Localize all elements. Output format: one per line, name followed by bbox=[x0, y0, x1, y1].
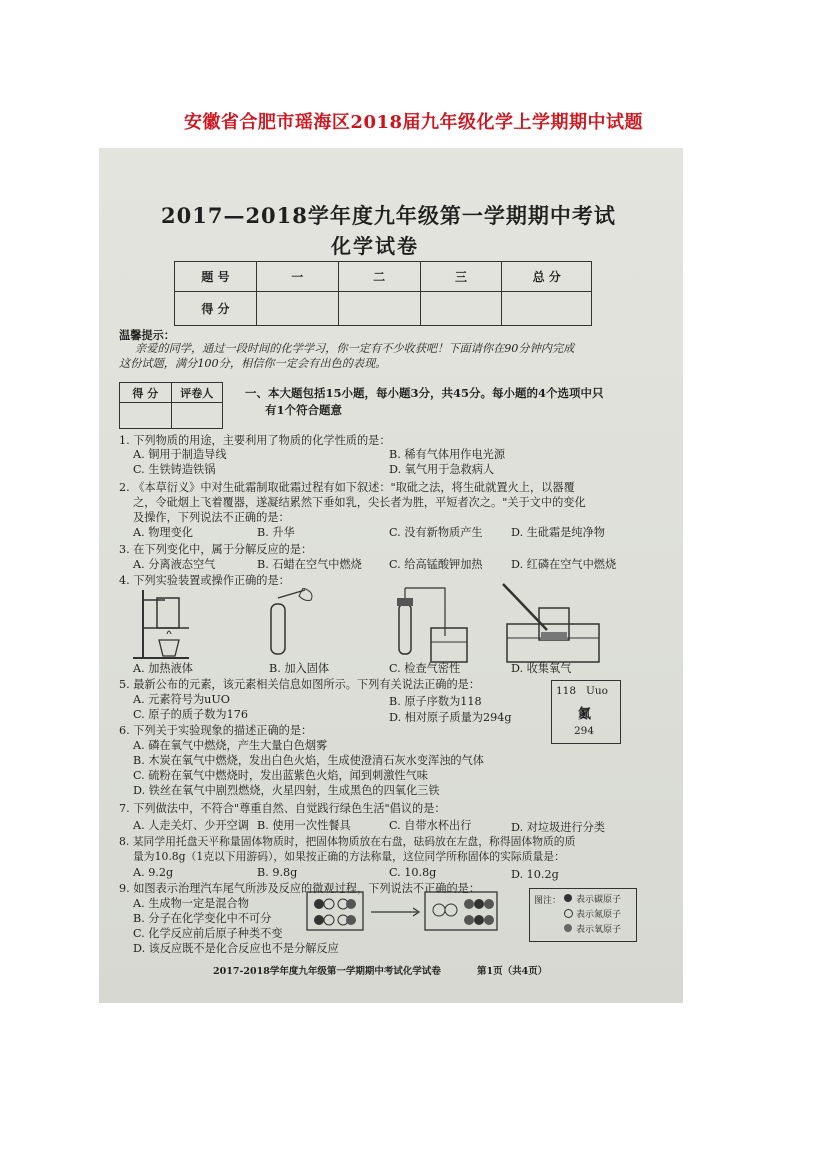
page-number: 第1页（共4页） bbox=[477, 966, 548, 977]
q7-stem: 7. 下列做法中，不符合"尊重自然、自觉践行绿色生活"倡议的是： bbox=[119, 802, 446, 815]
q9-option-a: A. 生成物一定是混合物 bbox=[133, 897, 249, 910]
q7-option-c: C. 自带水杯出行 bbox=[389, 819, 472, 832]
element-symbol: Uuo bbox=[586, 685, 608, 697]
score-cell-total bbox=[502, 292, 592, 326]
q2-option-c: C. 没有新物质产生 bbox=[389, 526, 483, 539]
q5-option-c: C. 原子的质子数为176 bbox=[133, 708, 248, 721]
heating-liquid-apparatus bbox=[129, 588, 219, 663]
score-table bbox=[174, 261, 592, 326]
q2-option-d: D. 生砒霜是纯净物 bbox=[511, 526, 605, 539]
q9-option-c: C. 化学反应前后原子种类不变 bbox=[133, 927, 283, 940]
q7-option-d: D. 对垃圾进行分类 bbox=[511, 821, 605, 834]
adding-solid-apparatus bbox=[259, 588, 329, 663]
q4-option-a: A. 加热液体 bbox=[133, 662, 193, 675]
q5-option-b: B. 原子序数为118 bbox=[389, 695, 482, 708]
q8-option-d: D. 10.2g bbox=[511, 868, 559, 881]
document-title: 安徽省合肥市瑶海区2018届九年级化学上学期期中试题 bbox=[183, 112, 644, 133]
q2-stem-line-2: 之，令砒烟上飞着覆器，遂凝结累然下垂如乳，尖长者为胜，平短者次之。"关于文中的变化 bbox=[133, 496, 586, 509]
nitrogen-atom-icon bbox=[564, 909, 573, 918]
q8-stem-line-2: 量为10.8g（1克以下用游码），如果按正确的方法称量，这位同学所称固体的实际质量是： bbox=[133, 850, 565, 863]
q1-option-b: B. 稀有气体用作电光源 bbox=[389, 448, 506, 461]
legend-title: 图注： bbox=[534, 896, 562, 906]
q9-stem: 9. 如图表示治理汽车尾气所涉及反应的微观过程，下列说法不正确的是： bbox=[119, 882, 481, 895]
score-cell-2 bbox=[338, 292, 420, 326]
q2-option-b: B. 升华 bbox=[257, 526, 295, 539]
legend-box bbox=[529, 888, 637, 942]
tips-label: 温馨提示： bbox=[119, 328, 175, 342]
q4-option-b: B. 加入固体 bbox=[269, 662, 330, 675]
oxygen-atom-icon bbox=[564, 924, 572, 932]
grader-score-label: 得 分 bbox=[120, 383, 172, 403]
score-cell-3 bbox=[420, 292, 502, 326]
airtightness-check-apparatus bbox=[379, 584, 489, 666]
carbon-atom-icon bbox=[564, 894, 572, 902]
q3-option-b: B. 石蜡在空气中燃烧 bbox=[257, 558, 362, 571]
q2-stem-line-3: 及操作，下列说法不正确的是： bbox=[133, 511, 290, 524]
exam-subtitle: 化学试卷 bbox=[331, 234, 419, 258]
q8-stem-line-1: 8. 某同学用托盘天平称量固体物质时，把固体物质放在右盘，砝码放在左盘，称得固体物质的质 bbox=[119, 835, 576, 848]
q3-option-a: A. 分离液态空气 bbox=[133, 558, 216, 571]
scanned-exam-page bbox=[99, 148, 683, 1003]
grader-name-cell bbox=[171, 403, 223, 429]
section-1-line-2: 有1个符合题意 bbox=[265, 403, 343, 417]
score-row-label: 得 分 bbox=[175, 292, 257, 326]
score-header-3: 三 bbox=[420, 262, 502, 292]
score-header-1: 一 bbox=[256, 262, 338, 292]
q1-option-d: D. 氧气用于急救病人 bbox=[389, 463, 495, 476]
q6-option-c: C. 硫粉在氧气中燃烧时，发出蓝紫色火焰，闻到刺激性气味 bbox=[133, 769, 428, 782]
q9-option-b: B. 分子在化学变化中不可分 bbox=[133, 912, 272, 925]
grader-name-label: 评卷人 bbox=[171, 383, 223, 403]
reaction-diagram bbox=[305, 888, 505, 934]
q1-stem: 1. 下列物质的用途，主要利用了物质的化学性质的是： bbox=[119, 434, 391, 447]
q5-stem: 5. 最新公布的元素，该元素相关信息如图所示。下列有关说法正确的是： bbox=[119, 678, 481, 691]
element-number: 118 bbox=[556, 685, 577, 697]
q2-option-a: A. 物理变化 bbox=[133, 526, 193, 539]
oxygen-collection-apparatus bbox=[499, 580, 619, 666]
grader-score-cell bbox=[120, 403, 172, 429]
q4-stem: 4. 下列实验装置或操作正确的是： bbox=[119, 574, 290, 587]
legend-item-oxygen: 表示氧原子 bbox=[576, 925, 622, 935]
q1-option-a: A. 铜用于制造导线 bbox=[133, 448, 227, 461]
q2-stem-line-1: 2. 《本草衍义》中对生砒霜制取砒霜过程有如下叙述："取砒之法，将生砒就置火上，以器覆 bbox=[119, 481, 575, 494]
score-header-label: 题 号 bbox=[175, 262, 257, 292]
element-name: 鿫 bbox=[578, 707, 592, 722]
q6-option-b: B. 木炭在氧气中燃烧，发出白色火焰，生成使澄清石灰水变浑浊的气体 bbox=[133, 754, 484, 767]
exam-title: 2017—2018学年度九年级第一学期期中考试 bbox=[161, 203, 616, 228]
q4-option-d: D. 收集氧气 bbox=[511, 662, 572, 675]
score-header-2: 二 bbox=[338, 262, 420, 292]
grader-table bbox=[119, 382, 223, 429]
score-cell-1 bbox=[256, 292, 338, 326]
q6-option-a: A. 磷在氧气中燃烧，产生大量白色烟雾 bbox=[133, 739, 328, 752]
element-mass: 294 bbox=[574, 725, 595, 737]
q8-option-b: B. 9.8g bbox=[257, 866, 298, 879]
q3-option-c: C. 给高锰酸钾加热 bbox=[389, 558, 483, 571]
q3-option-d: D. 红磷在空气中燃烧 bbox=[511, 558, 617, 571]
score-header-total: 总 分 bbox=[502, 262, 592, 292]
tips-line-2: 这份试题，满分100分，相信你一定会有出色的表现。 bbox=[119, 357, 387, 370]
legend-item-nitrogen: 表示氮原子 bbox=[576, 910, 622, 920]
q5-option-a: A. 元素符号为uUO bbox=[133, 693, 230, 706]
q1-option-c: C. 生铁铸造铁锅 bbox=[133, 463, 216, 476]
q8-option-a: A. 9.2g bbox=[133, 866, 174, 879]
q8-option-c: C. 10.8g bbox=[389, 866, 437, 879]
q9-option-d: D. 该反应既不是化合反应也不是分解反应 bbox=[133, 942, 339, 955]
q5-option-d: D. 相对原子质量为294g bbox=[389, 711, 512, 724]
q3-stem: 3. 在下列变化中，属于分解反应的是： bbox=[119, 543, 313, 556]
q4-option-c: C. 检查气密性 bbox=[389, 662, 461, 675]
section-1-line-1: 一、本大题包括15小题，每小题3分，共45分。每小题的4个选项中只 bbox=[245, 386, 604, 400]
legend-item-carbon: 表示碳原子 bbox=[576, 895, 622, 905]
q6-option-d: D. 铁丝在氧气中剧烈燃烧，火星四射，生成黑色的四氧化三铁 bbox=[133, 784, 440, 797]
tips-line-1: 亲爱的同学，通过一段时间的化学学习，你一定有不少收获吧！下面请你在90分钟内完成 bbox=[135, 342, 575, 355]
q7-option-b: B. 使用一次性餐具 bbox=[257, 819, 351, 832]
q6-stem: 6. 下列关于实验现象的描述正确的是： bbox=[119, 724, 313, 737]
page-footer: 2017-2018学年度九年级第一学期期中考试化学试卷 bbox=[213, 966, 441, 977]
element-card bbox=[551, 680, 621, 744]
q7-option-a: A. 人走关灯、少开空调 bbox=[133, 819, 249, 832]
